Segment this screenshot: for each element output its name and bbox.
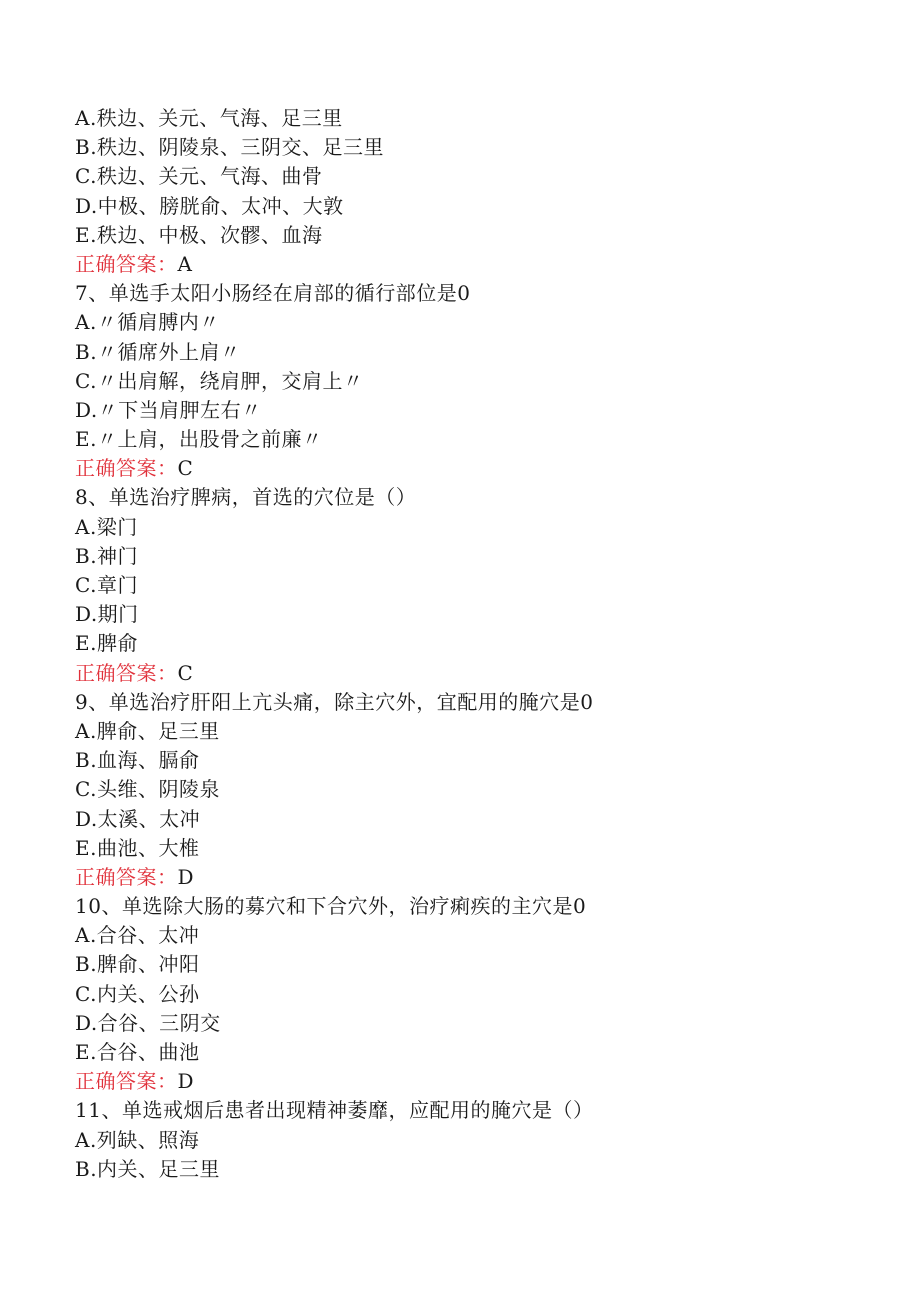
answer-label: 正确答案：: [75, 251, 178, 276]
option-a: A.合谷、太冲: [75, 923, 200, 948]
option-d: D.期门: [75, 602, 139, 627]
question-block-11: [75, 1096, 875, 1184]
option-d: D.太溪、太冲: [75, 806, 201, 831]
option-d: D.合谷、三阴交: [75, 1010, 221, 1035]
option-b: B.〃循席外上肩〃: [75, 339, 241, 364]
question-block-6: [75, 104, 875, 279]
question-block-9: [75, 688, 875, 892]
option-e: E.合谷、曲池: [75, 1040, 200, 1064]
question-text: 10、单选除大肠的募穴和下合穴外，治疗痢疾的主穴是0: [75, 894, 587, 919]
answer-label: 正确答案：: [75, 1069, 178, 1094]
option-a: A.秩边、关元、气海、足三里: [75, 106, 343, 130]
answer-value: C: [177, 660, 194, 685]
question-text: 7、单选手太阳小肠经在肩部的循行部位是0: [75, 281, 471, 306]
question-block-10: [75, 892, 875, 1096]
correct-answer: [75, 454, 875, 483]
answer-value: D: [177, 1069, 195, 1094]
option-b: B.血海、膈俞: [75, 748, 200, 773]
option-c: C.头维、阴陵泉: [75, 777, 220, 802]
option-a: A.梁门: [75, 514, 138, 539]
correct-answer: [75, 863, 875, 892]
option-c: C.〃出肩解，绕肩胛，交肩上〃: [75, 368, 364, 393]
option-d: D.〃下当肩胛左右〃: [75, 397, 262, 422]
correct-answer: [75, 659, 875, 688]
option-b: B.内关、足三里: [75, 1156, 221, 1181]
answer-value: C: [177, 456, 194, 481]
option-e: E.脾俞: [75, 631, 138, 656]
answer-label: 正确答案：: [75, 864, 178, 889]
option-a: A.〃循肩膊内〃: [75, 310, 220, 335]
option-a: A.列缺、照海: [75, 1127, 200, 1152]
question-block-7: [75, 279, 875, 483]
option-d: D.中极、膀胱俞、太冲、大敦: [75, 193, 344, 218]
option-e: E.秩边、中极、次髎、血海: [75, 222, 323, 247]
option-c: C.秩边、关元、气海、曲骨: [75, 164, 323, 189]
option-a: A.脾俞、足三里: [75, 718, 220, 743]
option-b: B.神门: [75, 543, 139, 568]
option-e: E.曲池、大椎: [75, 835, 200, 860]
option-c: C.内关、公孙: [75, 981, 200, 1006]
correct-answer: [75, 250, 875, 279]
answer-label: 正确答案：: [75, 456, 178, 481]
question-text: 11、单选戒烟后患者出现精神萎靡，应配用的腌穴是（）: [75, 1098, 594, 1123]
exam-page: [75, 104, 875, 1184]
correct-answer: [75, 1067, 875, 1096]
question-block-8: [75, 483, 875, 687]
option-c: C.章门: [75, 573, 138, 597]
answer-value: D: [177, 864, 195, 889]
option-e: E.〃上肩，出股骨之前廉〃: [75, 427, 323, 452]
option-b: B.秩边、阴陵泉、三阴交、足三里: [75, 135, 385, 160]
answer-value: A: [177, 251, 193, 276]
option-b: B.脾俞、冲阳: [75, 952, 200, 977]
question-text: 8、单选治疗脾病，首选的穴位是（）: [75, 485, 417, 510]
answer-label: 正确答案：: [75, 660, 178, 685]
question-text: 9、单选治疗肝阳上亢头痛，除主穴外，宜配用的腌穴是0: [75, 689, 594, 714]
